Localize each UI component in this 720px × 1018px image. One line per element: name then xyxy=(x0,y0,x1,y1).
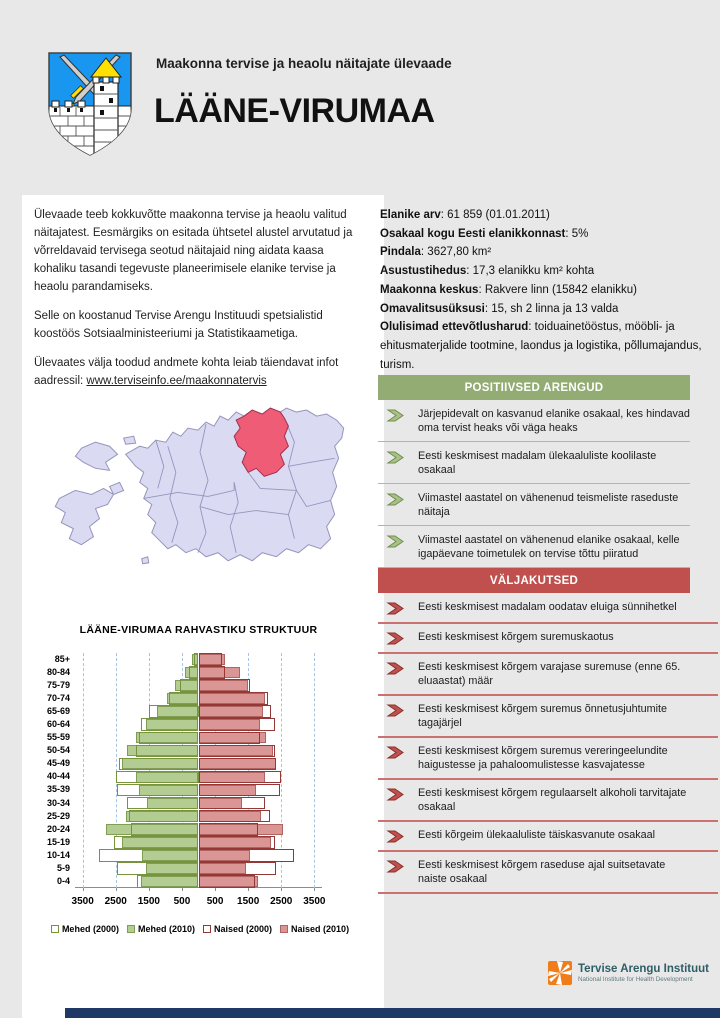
age-label: 5-9 xyxy=(56,862,70,873)
challenges-list xyxy=(378,593,690,893)
box-item xyxy=(378,593,690,623)
pyramid-bar xyxy=(199,718,275,731)
box-item xyxy=(378,821,690,851)
fact-line: Omavalitsusüksusi: 15, sh 2 linna ja 13 valda xyxy=(380,302,619,315)
pyramid-bar xyxy=(199,679,250,692)
axis-tick xyxy=(281,888,282,891)
legend-swatch xyxy=(127,925,135,933)
arrow-icon xyxy=(386,631,406,646)
box-item-text: Eesti kõrgeim ülekaaluliste täiskasvanute osakaal xyxy=(418,829,656,842)
x-tick-label: 3500 xyxy=(71,896,94,907)
pyramid-bar xyxy=(199,692,269,705)
legend-swatch xyxy=(280,925,288,933)
fact-line: Olulisimad ettevõtlusharud: toiduainetööstus, mööbli- ja ehitusmaterjalide tootmine, laondus ja logistika, põllumajandus, turism. xyxy=(380,321,702,371)
axis-tick xyxy=(215,888,216,891)
box-item xyxy=(378,737,690,779)
pyramid-bar xyxy=(129,810,199,823)
legend-label: Naised (2000) xyxy=(214,924,273,934)
arrow-icon xyxy=(386,859,406,874)
pyramid-bar xyxy=(199,836,275,849)
fact-line: Asustustihedus: 17,3 elanikku km² kohta xyxy=(380,265,595,278)
age-label: 15-19 xyxy=(46,836,70,847)
x-tick-label: 500 xyxy=(206,896,224,907)
arrow-icon xyxy=(386,829,406,844)
pyramid-bar xyxy=(116,771,199,784)
box-item xyxy=(378,695,690,737)
pyramid-bar xyxy=(117,862,198,875)
pyramid-bar xyxy=(199,705,272,718)
chart-plot-area xyxy=(75,653,322,888)
age-label: 75-79 xyxy=(46,680,70,691)
fact-line: Osakaal kogu Eesti elanikkonnast: 5% xyxy=(380,227,589,240)
legend-item xyxy=(127,924,195,934)
age-label: 30-34 xyxy=(46,797,70,808)
gridline xyxy=(314,653,315,888)
tai-org-name: Tervise Arengu Instituut xyxy=(578,963,709,975)
box-item-text: Eesti keskmisest madalam oodatav eluiga sünnihetkel xyxy=(418,601,677,613)
pyramid-bar xyxy=(136,745,199,758)
tai-logo-icon xyxy=(548,961,572,985)
pyramid-bar xyxy=(199,666,225,679)
legend-label: Mehed (2000) xyxy=(61,924,119,934)
age-label: 10-14 xyxy=(46,849,70,860)
pyramid-bar xyxy=(199,745,275,758)
box-item-text: Järjepidevalt on kasvanud elanike osakaal, kes hindavad oma tervist heaks või väga heaks xyxy=(418,408,690,435)
pyramid-bar xyxy=(117,784,198,797)
age-label: 45-49 xyxy=(46,758,70,769)
intro-paragraph-3 xyxy=(34,354,364,390)
axis-tick xyxy=(116,888,117,891)
box-item xyxy=(378,400,690,442)
terviseinfo-link[interactable]: www.terviseinfo.ee/maakonnatervis xyxy=(86,375,267,388)
pyramid-bar xyxy=(199,797,265,810)
age-label: 80-84 xyxy=(46,667,70,678)
small-island xyxy=(142,557,149,564)
chart-age-labels xyxy=(30,653,70,888)
intro-paragraph-1: Ülevaade teeb kokkuvõtte maakonna tervise ja heaolu valitud näitajatest. Eesmärgiks on esitada ühtsetel alustel arvutatud ja võrreldavaid tervisega seotud näitajaid ning aidata kaasa kohaliku tasandi tegevuste planeerimisele elanike tervise ja heaolu parandamiseks. xyxy=(34,209,353,294)
pyramid-bar xyxy=(114,836,198,849)
x-tick-label: 3500 xyxy=(303,896,326,907)
tai-org-subtitle: National Institute for Health Development xyxy=(578,976,693,984)
box-item-text: Eesti keskmisest kõrgem suremus vereringeelundite haigustesse ja pahaloomulistesse kasvajatesse xyxy=(418,745,668,772)
legend-swatch xyxy=(51,925,59,933)
pyramid-bar xyxy=(199,823,259,836)
island-muhu xyxy=(110,482,124,494)
box-item-text: Eesti keskmisest kõrgem suremuskaotus xyxy=(418,631,614,643)
intro-text xyxy=(34,206,364,401)
x-tick-label: 2500 xyxy=(104,896,127,907)
fact-line: Pindala: 3627,80 km² xyxy=(380,246,492,259)
age-label: 40-44 xyxy=(46,771,70,782)
box-item-text: Eesti keskmisest kõrgem raseduse ajal suitsetavate naiste osakaal xyxy=(418,859,666,886)
chart-legend xyxy=(30,924,370,934)
positives-list xyxy=(378,400,690,568)
pyramid-bar xyxy=(119,758,198,771)
box-item-text: Viimastel aastatel on vähenenud elanike osakaal, kelle igapäevane toimetulek on tervise tõttu piiratud xyxy=(418,534,680,561)
age-label: 60-64 xyxy=(46,719,70,730)
age-label: 55-59 xyxy=(46,732,70,743)
box-item-text: Eesti keskmisest kõrgem regulaarselt alkoholi tarvitajate osakaal xyxy=(418,787,687,814)
legend-item xyxy=(203,924,272,934)
x-tick-label: 2500 xyxy=(270,896,293,907)
box-item-text: Eesti keskmisest kõrgem suremus õnnetusjuhtumite tagajärjel xyxy=(418,703,668,730)
box-item xyxy=(378,653,690,695)
fact-line: Maakonna keskus: Rakvere linn (15842 elanikku) xyxy=(380,283,637,296)
pyramid-bar xyxy=(199,849,295,862)
axis-tick xyxy=(314,888,315,891)
tai-logo xyxy=(548,961,718,1001)
pyramid-bar xyxy=(199,653,222,666)
pyramid-bar xyxy=(149,705,199,718)
pyramid-bar xyxy=(139,732,199,745)
box-item xyxy=(378,484,690,526)
legend-swatch xyxy=(203,925,211,933)
pyramid-bar xyxy=(199,758,277,771)
box-item-text: Eesti keskmisest kõrgem varajase suremuse (enne 65. eluaastat) määr xyxy=(418,661,681,688)
age-label: 25-29 xyxy=(46,810,70,821)
pyramid-bar xyxy=(169,692,199,705)
arrow-icon xyxy=(386,601,406,616)
box-item-text: Eesti keskmisest madalam ülekaaluliste koolilaste osakaal xyxy=(418,450,657,477)
pyramid-bar xyxy=(199,875,255,888)
axis-tick xyxy=(248,888,249,891)
intro-link-prefix: Ülevaates välja toodud andmete kohta leiab täiendavat infot aadressil: xyxy=(34,357,339,388)
legend-label: Mehed (2010) xyxy=(137,924,195,934)
age-label: 65-69 xyxy=(46,706,70,717)
challenges-box xyxy=(378,568,690,893)
challenges-header: VÄLJAKUTSED xyxy=(378,568,690,593)
intro-paragraph-2: Selle on koostanud Tervise Arengu Instituudi spetsialistid koostöös Sotsiaalministeeriumi ja Statistikaametiga. xyxy=(34,310,323,341)
county-coat-of-arms xyxy=(46,50,134,158)
axis-tick xyxy=(149,888,150,891)
pyramid-bar xyxy=(199,810,270,823)
age-label: 35-39 xyxy=(46,784,70,795)
positives-header: POSITIIVSED ARENGUD xyxy=(378,375,690,400)
pyramid-bar xyxy=(99,849,198,862)
age-label: 85+ xyxy=(54,654,70,664)
pyramid-bar xyxy=(189,666,199,679)
box-item xyxy=(378,442,690,484)
pyramid-bar xyxy=(131,823,199,836)
pyramid-bar xyxy=(137,875,198,888)
axis-tick xyxy=(83,888,84,891)
island-hiiumaa xyxy=(75,442,117,470)
age-label: 20-24 xyxy=(46,823,70,834)
tower xyxy=(94,82,118,158)
arrow-icon xyxy=(386,787,406,802)
gridline xyxy=(83,653,84,888)
document-kicker: Maakonna tervise ja heaolu näitajate ülevaade xyxy=(156,56,452,71)
axis-tick xyxy=(182,888,183,891)
chart-x-ticks xyxy=(71,894,326,908)
box-item xyxy=(378,526,690,568)
page-title: LÄÄNE-VIRUMAA xyxy=(154,92,435,130)
arrow-icon xyxy=(386,703,406,718)
box-item xyxy=(378,623,690,653)
chart-title: LÄÄNE-VIRUMAA RAHVASTIKU STRUKTUUR xyxy=(79,624,318,636)
x-tick-label: 500 xyxy=(173,896,191,907)
legend-item xyxy=(51,924,119,934)
fact-line: Elanike arv: 61 859 (01.01.2011) xyxy=(380,209,550,221)
pyramid-bar xyxy=(199,732,260,745)
pyramid-bar xyxy=(199,862,277,875)
arrow-icon xyxy=(386,534,406,549)
age-label: 0-4 xyxy=(56,875,70,886)
estonia-map xyxy=(45,402,361,608)
arrow-icon xyxy=(386,492,406,507)
pyramid-bar xyxy=(180,679,198,692)
pyramid-bar xyxy=(141,718,199,731)
box-item xyxy=(378,779,690,821)
legend-label: Naised (2010) xyxy=(291,924,350,934)
arrow-icon xyxy=(386,661,406,676)
arrow-icon xyxy=(386,745,406,760)
pyramid-bar xyxy=(127,797,198,810)
population-pyramid-chart xyxy=(30,616,370,961)
positives-box xyxy=(378,375,690,568)
box-item xyxy=(378,851,690,893)
island-saaremaa xyxy=(55,488,113,544)
x-tick-label: 1500 xyxy=(237,896,260,907)
footer-bar xyxy=(65,1008,720,1018)
box-item-text: Viimastel aastatel on vähenenud teismeliste raseduste näitaja xyxy=(418,492,679,519)
age-label: 50-54 xyxy=(46,745,70,756)
x-tick-label: 1500 xyxy=(137,896,160,907)
age-label: 70-74 xyxy=(46,693,70,704)
pyramid-bar xyxy=(199,771,282,784)
arrow-icon xyxy=(386,450,406,465)
legend-item xyxy=(280,924,349,934)
island-vormsi xyxy=(124,436,136,444)
pyramid-bar xyxy=(199,784,280,797)
arrow-icon xyxy=(386,408,406,423)
facts-list xyxy=(380,206,702,375)
